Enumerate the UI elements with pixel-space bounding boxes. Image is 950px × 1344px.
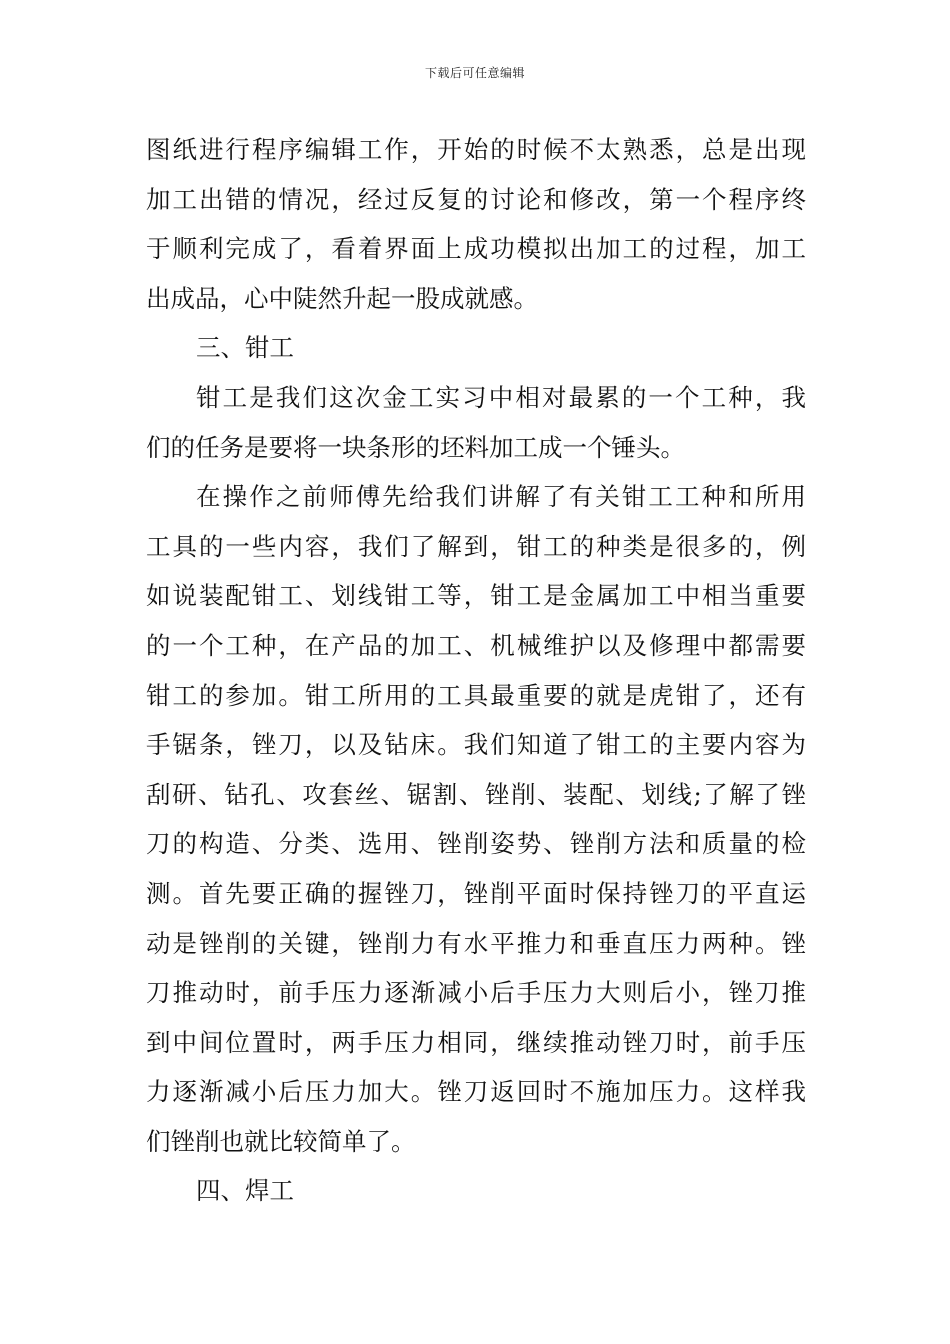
paragraph-line: 工具的一些内容，我们了解到，钳工的种类是很多的，例 xyxy=(146,531,806,561)
section-heading-welder: 四、焊工 xyxy=(196,1176,294,1206)
section-heading-fitter: 三、钳工 xyxy=(196,333,294,363)
paragraph-line: 如说装配钳工、划线钳工等，钳工是金属加工中相当重要 xyxy=(146,581,806,611)
paragraph-line: 们的任务是要将一块条形的坯料加工成一个锤头。 xyxy=(146,432,685,462)
page-header-note: 下载后可任意编辑 xyxy=(424,66,525,80)
document-body xyxy=(146,125,806,1216)
paragraph-line: 刮研、钻孔、攻套丝、锯割、锉削、装配、划线;了解了锉 xyxy=(146,779,806,809)
paragraph-line: 手锯条，锉刀，以及钻床。我们知道了钳工的主要内容为 xyxy=(146,730,806,760)
paragraph-line: 的一个工种，在产品的加工、机械维护以及修理中都需要 xyxy=(146,630,806,660)
paragraph-line: 动是锉削的关键，锉削力有水平推力和垂直压力两种。锉 xyxy=(146,928,806,958)
paragraph-line: 力逐渐减小后压力加大。锉刀返回时不施加压力。这样我 xyxy=(146,1077,806,1107)
paragraph-line: 加工出错的情况，经过反复的讨论和修改，第一个程序终 xyxy=(146,184,806,214)
paragraph-line: 钳工的参加。钳工所用的工具最重要的就是虎钳了，还有 xyxy=(146,680,806,710)
paragraph-line: 出成品，心中陡然升起一股成就感。 xyxy=(146,283,538,313)
paragraph-line: 于顺利完成了，看着界面上成功模拟出加工的过程，加工 xyxy=(146,234,806,264)
paragraph-line: 刀的构造、分类、选用、锉削姿势、锉削方法和质量的检 xyxy=(146,829,806,859)
paragraph-line: 们锉削也就比较简单了。 xyxy=(146,1126,416,1156)
paragraph-line: 钳工是我们这次金工实习中相对最累的一个工种，我 xyxy=(196,382,806,412)
paragraph-line: 在操作之前师傅先给我们讲解了有关钳工工种和所用 xyxy=(196,482,806,512)
paragraph-line: 刀推动时，前手压力逐渐减小后手压力大则后小，锉刀推 xyxy=(146,978,806,1008)
paragraph-line: 到中间位置时，两手压力相同，继续推动锉刀时，前手压 xyxy=(146,1027,806,1057)
paragraph-line: 测。首先要正确的握锉刀，锉削平面时保持锉刀的平直运 xyxy=(146,878,806,908)
paragraph-line: 图纸进行程序编辑工作，开始的时候不太熟悉，总是出现 xyxy=(146,135,806,164)
